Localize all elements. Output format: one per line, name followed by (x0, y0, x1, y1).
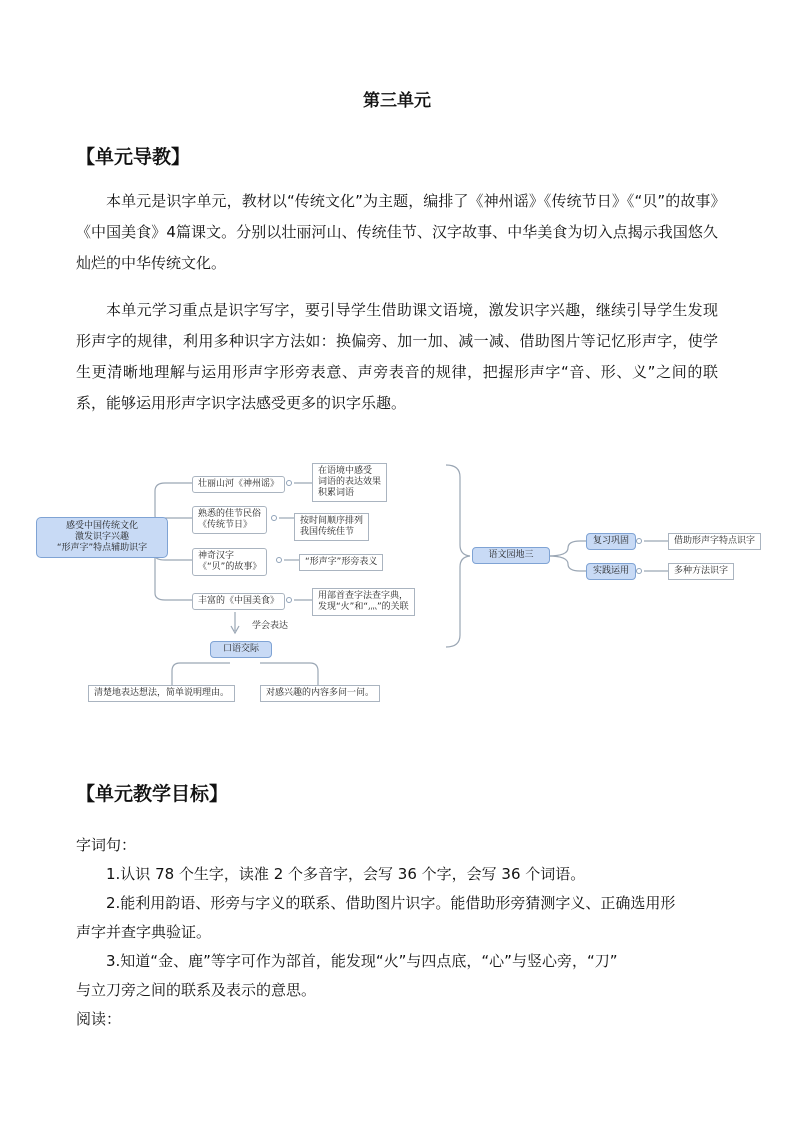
goals-line-7: 阅读： (76, 1010, 122, 1028)
lesson-detail-2 (294, 513, 369, 541)
lesson-label-line-2: 《“贝”的故事》 (198, 562, 262, 572)
lesson-node-3 (192, 548, 267, 576)
garden-item-label: 复习巩固 (593, 536, 630, 546)
paragraph-focus: 本单元学习重点是识字写字，要引导学生借助课文语境，激发识字兴趣，继续引导学生发现形声字的规律，利用多种识字方法如：换偏旁、加一加、减一减、借助图片等记忆形声字，使学生更清晰地理解与运用形声字形旁表意、声旁表音的规律，把握形声字“音、形、义”之间的联系，能够运用形声字识字法感受更多的识字乐趣。 (76, 301, 718, 412)
oral-communication-node (210, 641, 272, 658)
paragraph-intro: 本单元是识字单元，教材以“传统文化”为主题，编排了《神州谣》《传统节日》《“贝”的故事》《中国美食》4篇课文。分别以壮丽河山、传统佳节、汉字故事、中华美食为切入点揭示我国悠久灿烂的中华传统文化。 (76, 192, 718, 272)
goals-line-4: 声字并查字典验证。 (76, 923, 212, 941)
detail-line: 在语境中感受 (318, 466, 373, 476)
detail-line: “形声字”形旁表义 (305, 557, 378, 567)
goals-line-5: 3.知道“金、鹿”等字可作为部首，能发现“火”与四点底，“心”与竖心旁，“刀” (106, 952, 618, 970)
lesson-node-4 (192, 593, 285, 610)
detail-line: 按时间顺序排列 (300, 516, 364, 526)
mind-map-connectors (30, 455, 770, 715)
section-heading-goals: 【单元教学目标】 (76, 783, 229, 805)
lesson-detail-4 (312, 588, 415, 616)
lesson-label-line-2: 《传统节日》 (198, 520, 253, 530)
oral-item-text: 清楚地表达想法，简单说明理由。 (94, 688, 230, 698)
section-heading-guide: 【单元导教】 (76, 146, 191, 168)
detail-line: 词语的表达效果 (318, 477, 382, 487)
goals-line-1: 字词句： (76, 836, 137, 854)
lesson-label: 壮丽山河《神州谣》 (198, 479, 280, 489)
oral-item-1 (88, 685, 235, 702)
detail-line: 积累词语 (318, 488, 355, 498)
lesson-node-2 (192, 506, 267, 534)
arrow-note: 学会表达 (252, 621, 289, 631)
garden-detail-practice (668, 563, 734, 580)
oral-item-2 (260, 685, 380, 702)
detail-line: 用部首查字法查字典， (318, 591, 409, 601)
oral-item-text: 对感兴趣的内容多问一问。 (266, 688, 375, 698)
garden-item-review (586, 533, 636, 550)
goals-line-3: 2.能利用韵语、形旁与字义的联系、借助图片识字。能借助形旁猜测字义、正确选用形 (106, 894, 676, 912)
lesson-label-line-1: 熟悉的佳节民俗 (198, 509, 262, 519)
lesson-label: 丰富的《中国美食》 (198, 596, 280, 606)
garden-label: 语文园地三 (488, 550, 534, 560)
mind-map-root (36, 517, 168, 558)
detail-line: 发现“火”和“灬”的关联 (318, 602, 409, 612)
garden-item-practice (586, 563, 636, 580)
lesson-detail-3 (299, 554, 383, 571)
lesson-detail-1 (312, 463, 387, 502)
garden-item-label: 实践运用 (593, 566, 630, 576)
lesson-label-line-1: 神奇汉字 (198, 551, 235, 561)
root-line-1: 感受中国传统文化 (65, 521, 138, 531)
root-line-3: “形声字”特点辅助识字 (56, 543, 148, 553)
garden-detail-text: 借助形声字特点识字 (674, 536, 756, 546)
unit-mind-map (30, 455, 770, 715)
garden-detail-text: 多种方法识字 (674, 566, 729, 576)
garden-node (472, 547, 550, 564)
oral-label: 口语交际 (222, 644, 259, 654)
detail-line: 我国传统佳节 (300, 527, 355, 537)
garden-detail-review (668, 533, 761, 550)
goals-line-2: 1.认识 78 个生字，读准 2 个多音字，会写 36 个字，会写 36 个词语。 (106, 865, 586, 883)
root-line-2: 激发识字兴趣 (74, 532, 129, 542)
goals-line-6: 与立刀旁之间的联系及表示的意思。 (76, 981, 317, 999)
page-title: 第三单元 (363, 91, 431, 111)
lesson-node-1 (192, 476, 285, 493)
